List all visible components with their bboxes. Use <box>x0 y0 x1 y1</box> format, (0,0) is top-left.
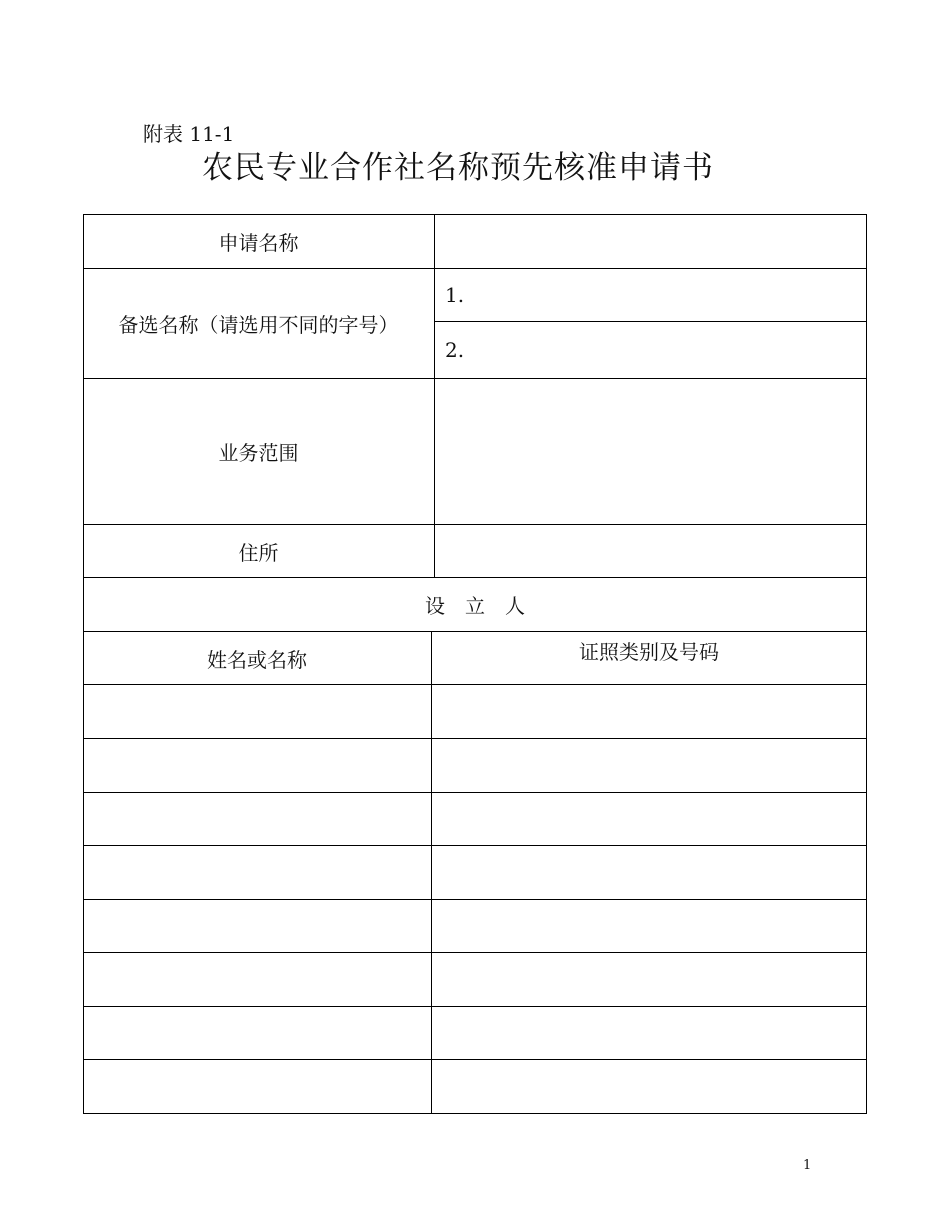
page-number: 1 <box>803 1158 812 1173</box>
founder-name-field[interactable] <box>83 953 431 1006</box>
business-scope-label: 业务范围 <box>218 441 299 465</box>
founder-name-field[interactable] <box>83 793 431 845</box>
founder-row <box>83 1007 867 1059</box>
founder-id-field[interactable] <box>432 900 866 952</box>
alt-name-field-1[interactable]: 1. <box>445 283 465 307</box>
founder-name-field[interactable] <box>83 900 431 952</box>
founder-id-field[interactable] <box>432 793 866 845</box>
founder-name-field[interactable] <box>83 739 431 792</box>
founder-row <box>83 900 867 952</box>
founder-id-field[interactable] <box>432 1060 866 1113</box>
founder-id-field[interactable] <box>432 739 866 792</box>
founder-id-field[interactable] <box>432 846 866 899</box>
founder-name-field[interactable] <box>83 1060 431 1113</box>
founder-name-field[interactable] <box>83 1007 431 1059</box>
founder-id-field[interactable] <box>432 685 866 738</box>
address-field[interactable] <box>435 525 866 577</box>
founder-row <box>83 846 867 899</box>
founder-id-field[interactable] <box>432 1007 866 1059</box>
page-title: 农民专业合作社名称预先核准申请书 <box>202 150 714 186</box>
founders-column-id: 证照类别及号码 <box>579 640 719 664</box>
appendix-label: 附表 11-1 <box>143 122 235 146</box>
apply-name-label: 申请名称 <box>218 230 299 255</box>
founders-column-name: 姓名或名称 <box>207 647 307 672</box>
rule <box>83 1113 867 1114</box>
founder-row <box>83 739 867 792</box>
founder-name-field[interactable] <box>83 846 431 899</box>
application-form <box>83 214 867 1114</box>
apply-name-field[interactable] <box>435 214 866 268</box>
alt-names-label: 备选名称（请选用不同的字号） <box>118 313 399 337</box>
business-scope-field[interactable] <box>435 379 866 524</box>
founder-name-field[interactable] <box>83 685 431 738</box>
founders-heading: 设 立 人 <box>425 594 525 618</box>
founder-row <box>83 953 867 1006</box>
founder-row <box>83 793 867 845</box>
founder-row <box>83 1060 867 1113</box>
address-label: 住所 <box>238 540 279 565</box>
alt-name-field-2[interactable]: 2. <box>445 338 465 362</box>
founder-row <box>83 685 867 738</box>
founder-id-field[interactable] <box>432 953 866 1006</box>
